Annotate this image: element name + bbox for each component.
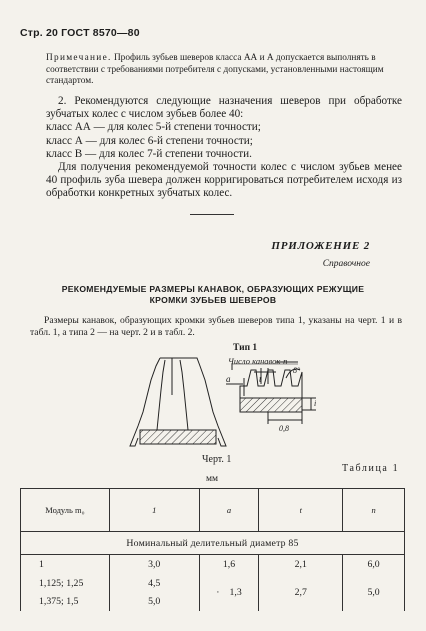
- table-label: Таблица 1: [342, 463, 400, 474]
- dimension-0-8: 0,8: [279, 424, 289, 433]
- table-units: мм: [206, 474, 219, 484]
- item-2-line: 2. Рекомендуются следующие назначения шеверов при обработке зубчатых колес с числом зубьев более 40:: [46, 95, 402, 121]
- cell-t-merged: 2,7: [259, 575, 343, 611]
- cell-t: 2,1: [259, 555, 343, 575]
- table-1: [20, 488, 405, 611]
- header-col-a: a: [199, 489, 259, 532]
- shaver-profile: [130, 358, 226, 446]
- header-module: Модуль m₀: [21, 489, 110, 532]
- item-2-block: [46, 95, 402, 201]
- appendix-subtitle: Справочное: [322, 259, 370, 269]
- dimension-side: i: [314, 399, 317, 408]
- span-cell: Номинальный делительный диаметр 85: [21, 532, 405, 555]
- header-col-n: n: [343, 489, 405, 532]
- section-title: [30, 284, 396, 306]
- header-col-t: t: [259, 489, 343, 532]
- section-title-line: РЕКОМЕНДУЕМЫЕ РАЗМЕРЫ КАНАВОК, ОБРАЗУЮЩИХ РЕЖУЩИЕ: [61, 284, 365, 294]
- item-2-line: класс АА — для колес 5-й степени точности;: [46, 121, 261, 134]
- cell-1: 3,0: [109, 555, 199, 575]
- table-span-row: [21, 532, 405, 555]
- dimension-angle: 8°: [293, 366, 301, 375]
- section-title-line: КРОМКИ ЗУБЬЕВ ШЕВЕРОВ: [149, 295, 277, 305]
- dimension-t: t: [259, 374, 262, 384]
- note-text: Профиль зубьев шеверов класса АА и А допускается выполнять в соответствии с требованиями потребителя с допусками, установленными настоящим стандартом.: [46, 53, 384, 86]
- cell-1: 4,5: [109, 575, 199, 593]
- cell-a-value: 1,3: [229, 587, 242, 598]
- page-header: Стр. 20 ГОСТ 8570—80: [20, 27, 140, 39]
- cell-n-merged: 5,0: [343, 575, 405, 611]
- table-row: [21, 555, 405, 575]
- hatched-hub: [140, 430, 216, 444]
- cell-module: 1: [21, 555, 110, 575]
- drawing-caption: Черт. 1: [202, 454, 232, 465]
- dimension-a: a: [226, 374, 231, 384]
- item-2-line: класс В — для колес 7-й степени точности.: [46, 147, 252, 160]
- groove-count-label: Число канавок-n: [228, 356, 288, 366]
- hatched-section: [240, 398, 302, 412]
- type-label: Тип 1: [233, 343, 258, 353]
- separator-line: [190, 214, 234, 215]
- cell-a: 1,6: [199, 555, 259, 575]
- shaver-profile: [157, 358, 188, 430]
- header-col-1: 1: [109, 489, 199, 532]
- item-2-line: класс А — для колес 6-й степени точности;: [46, 134, 253, 147]
- table-header-row: [21, 489, 405, 532]
- cell-module: 1,375; 1,5: [21, 593, 110, 611]
- cell-module: 1,125; 1,25: [21, 575, 110, 593]
- appendix-title: ПРИЛОЖЕНИЕ 2: [271, 240, 370, 252]
- dash-mark: ·: [216, 587, 220, 598]
- note-lead: Примечание.: [46, 53, 112, 63]
- cell-1: 5,0: [109, 593, 199, 611]
- cell-n: 6,0: [343, 555, 405, 575]
- cell-a-merged: [199, 575, 259, 611]
- note-paragraph: [46, 53, 402, 88]
- intro-paragraph: Размеры канавок, образующих кромки зубьев шеверов типа 1, указаны на черт. 1 и в табл. 1, а типа 2 — на черт. 2 и в табл. 2.: [30, 315, 402, 338]
- item-2-paragraph: Для получения рекомендуемой точности колес с числом зубьев менее 40 профиль зуба шевера должен корригироваться потребителем исходя из обработки конкретных зубчатых колес.: [46, 161, 402, 200]
- table-row: [21, 575, 405, 593]
